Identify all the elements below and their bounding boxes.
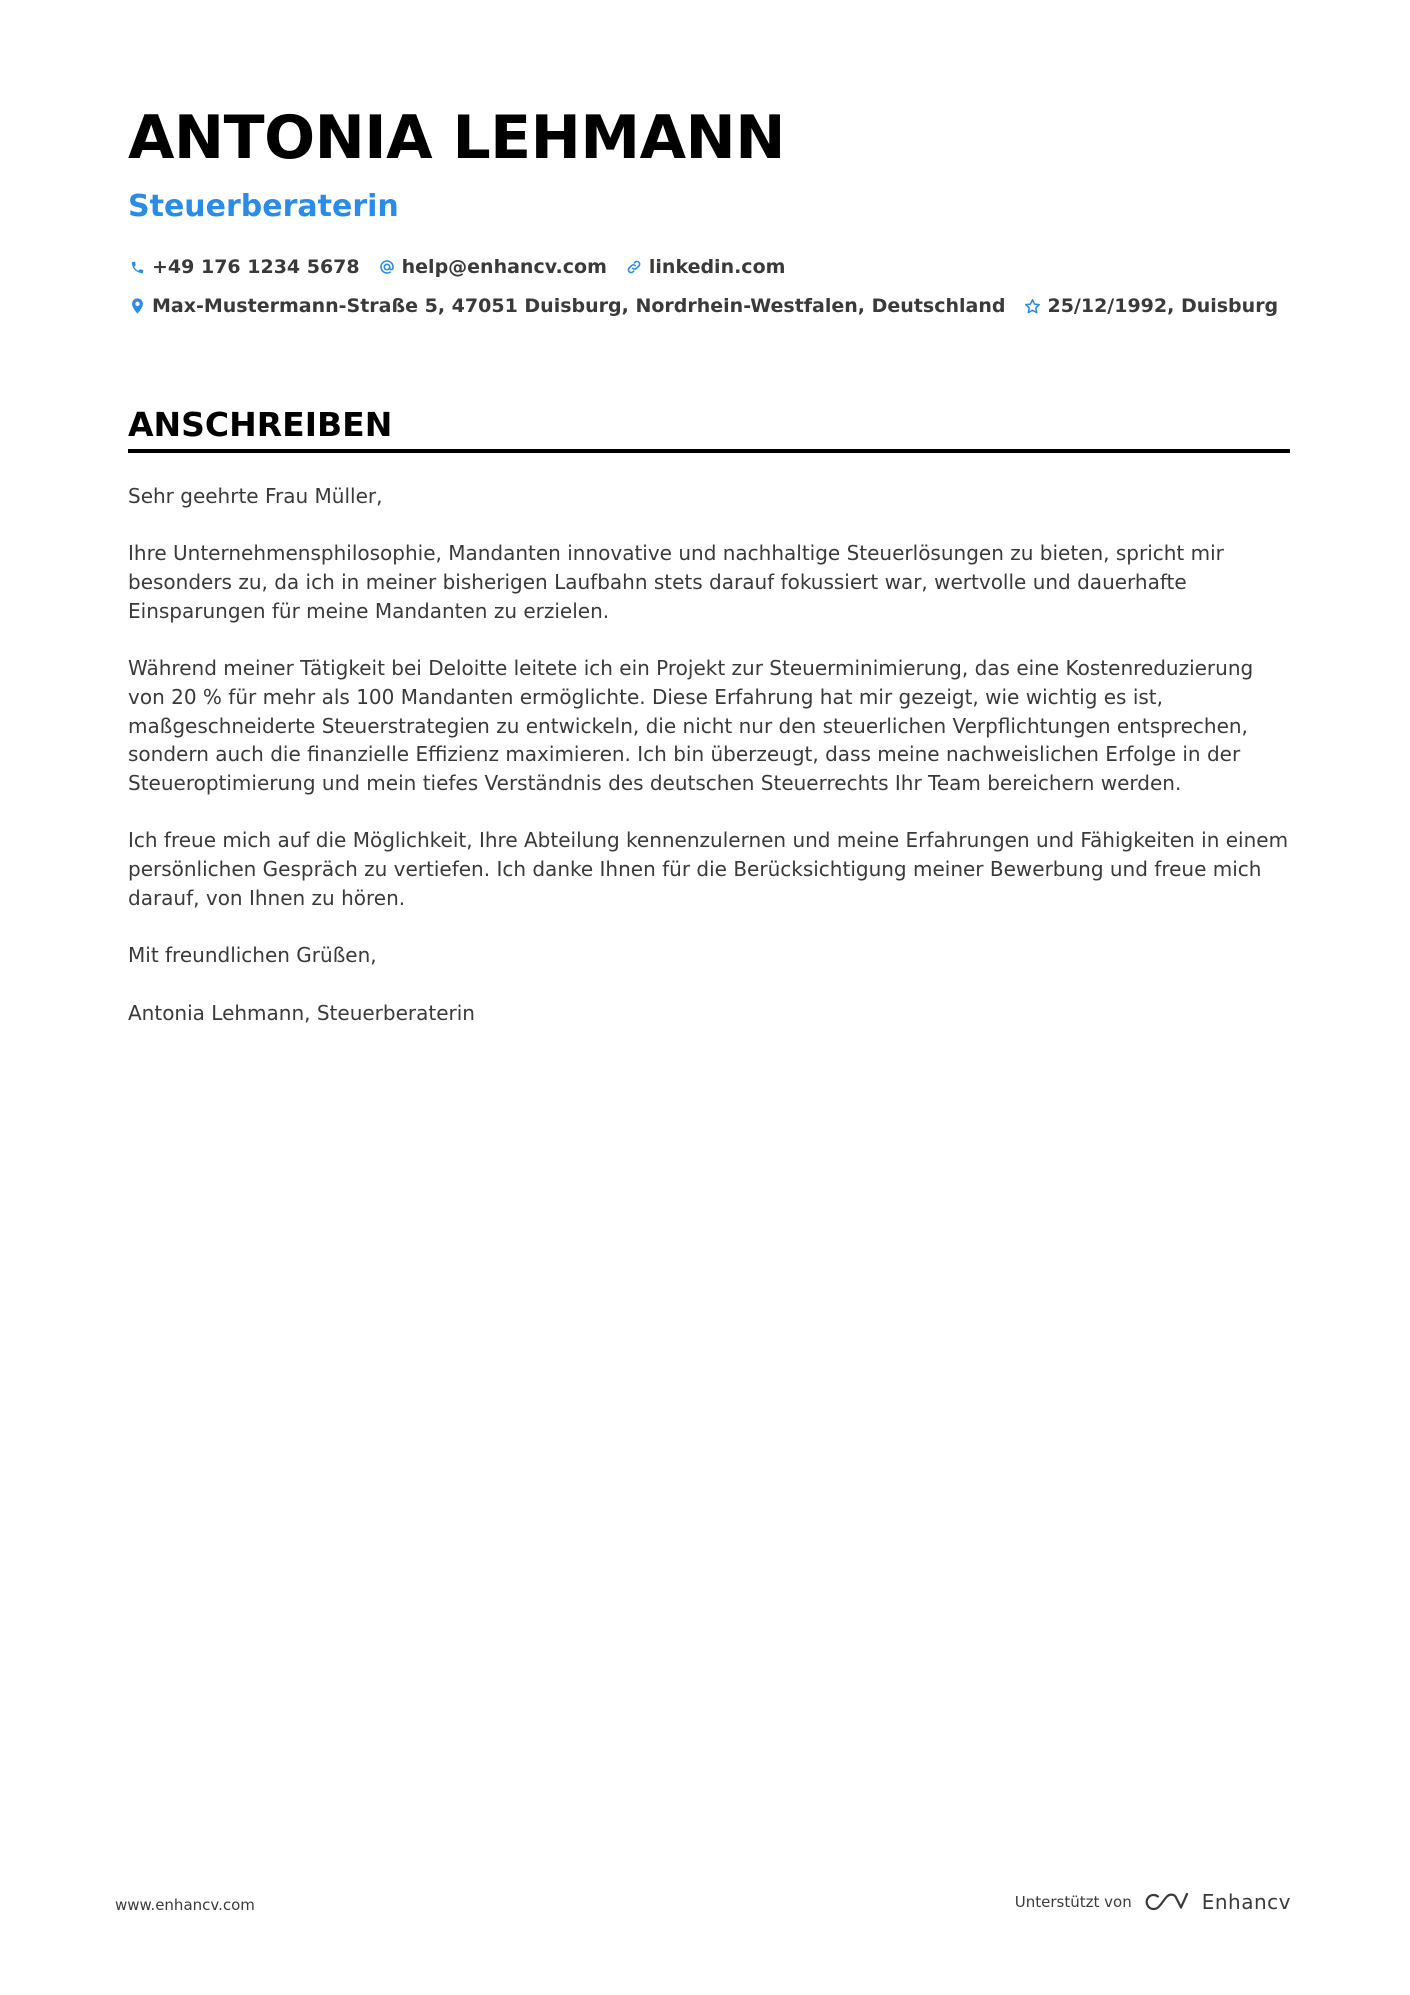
star-icon [1023, 296, 1041, 316]
letter-signature: Antonia Lehmann, Steuerberaterin [128, 1000, 475, 1025]
contact-linkedin[interactable] [625, 256, 786, 278]
contact-birth-value: 25/12/1992, Duisburg [1047, 295, 1279, 317]
letter-paragraph: Ihre Unternehmensphilosophie, Mandanten innovative und nachhaltige Steuerlösungen zu bieten, spricht mir besonders zu, da ich in meiner bisherigen Laufbahn stets darauf fokussiert war, wertvolle und dauerhafte Einsparungen für meine Mandanten zu erzielen. [128, 541, 1224, 623]
letter-salutation: Sehr geehrte Frau Müller, [128, 484, 383, 508]
job-title: Steuerberaterin [128, 189, 399, 224]
location-pin-icon [128, 296, 146, 316]
contact-birth [1023, 295, 1278, 317]
contact-email[interactable] [378, 256, 607, 278]
footer-branding[interactable] [1015, 1890, 1291, 1914]
phone-icon [128, 257, 146, 277]
letter-body [128, 482, 1290, 1056]
letter-paragraph: Während meiner Tätigkeit bei Deloitte leitete ich ein Projekt zur Steuerminimierung, das eine Kostenreduzierung von 20 % für mehr als 100 Mandanten ermöglichte. Diese Erfahrung hat mir gezeigt, wie wichtig es ist, maßgeschneiderte Steuerstrategien zu entwickeln, die nicht nur den steuerlichen Verpflichtungen entsprechen, sondern auch die finanzielle Effizienz maximieren. Ich bin überzeugt, dass meine nachweislichen Erfolge in der Steueroptimierung und mein tiefes Verständnis des deutschen Steuerrechts Ihr Team bereichern werden. [128, 656, 1254, 795]
link-icon [625, 257, 643, 277]
contact-address [128, 295, 1005, 317]
letter-closing: Mit freundlichen Grüßen, [128, 943, 377, 968]
contact-address-value: Max-Mustermann-Straße 5, 47051 Duisburg, Nordrhein-Westfalen, Deutschland [152, 295, 1006, 317]
footer-powered-by: Unterstützt von [1014, 1893, 1132, 1911]
at-icon [378, 257, 396, 277]
candidate-name: ANTONIA LEHMANN [128, 103, 785, 173]
contact-phone[interactable] [128, 256, 360, 278]
contact-row-secondary [128, 295, 1296, 317]
footer-brand-name: Enhancv [1201, 1890, 1291, 1914]
section-title: ANSCHREIBEN [128, 405, 393, 444]
section-divider [128, 449, 1290, 453]
footer-website[interactable]: www.enhancv.com [115, 1896, 255, 1914]
contact-email-value: help@enhancv.com [401, 256, 607, 278]
contact-linkedin-value: linkedin.com [648, 256, 786, 278]
letter-paragraph: Ich freue mich auf die Möglichkeit, Ihre Abteilung kennenzulernen und meine Erfahrungen und Fähigkeiten in einem persönlichen Gespräch zu vertiefen. Ich danke Ihnen für die Berücksichtigung meiner Bewerbung und freue mich darauf, von Ihnen zu hören. [128, 828, 1289, 910]
contact-row-primary [128, 256, 803, 278]
enhancv-logo-icon [1144, 1891, 1190, 1913]
contact-phone-value: +49 176 1234 5678 [152, 256, 360, 278]
